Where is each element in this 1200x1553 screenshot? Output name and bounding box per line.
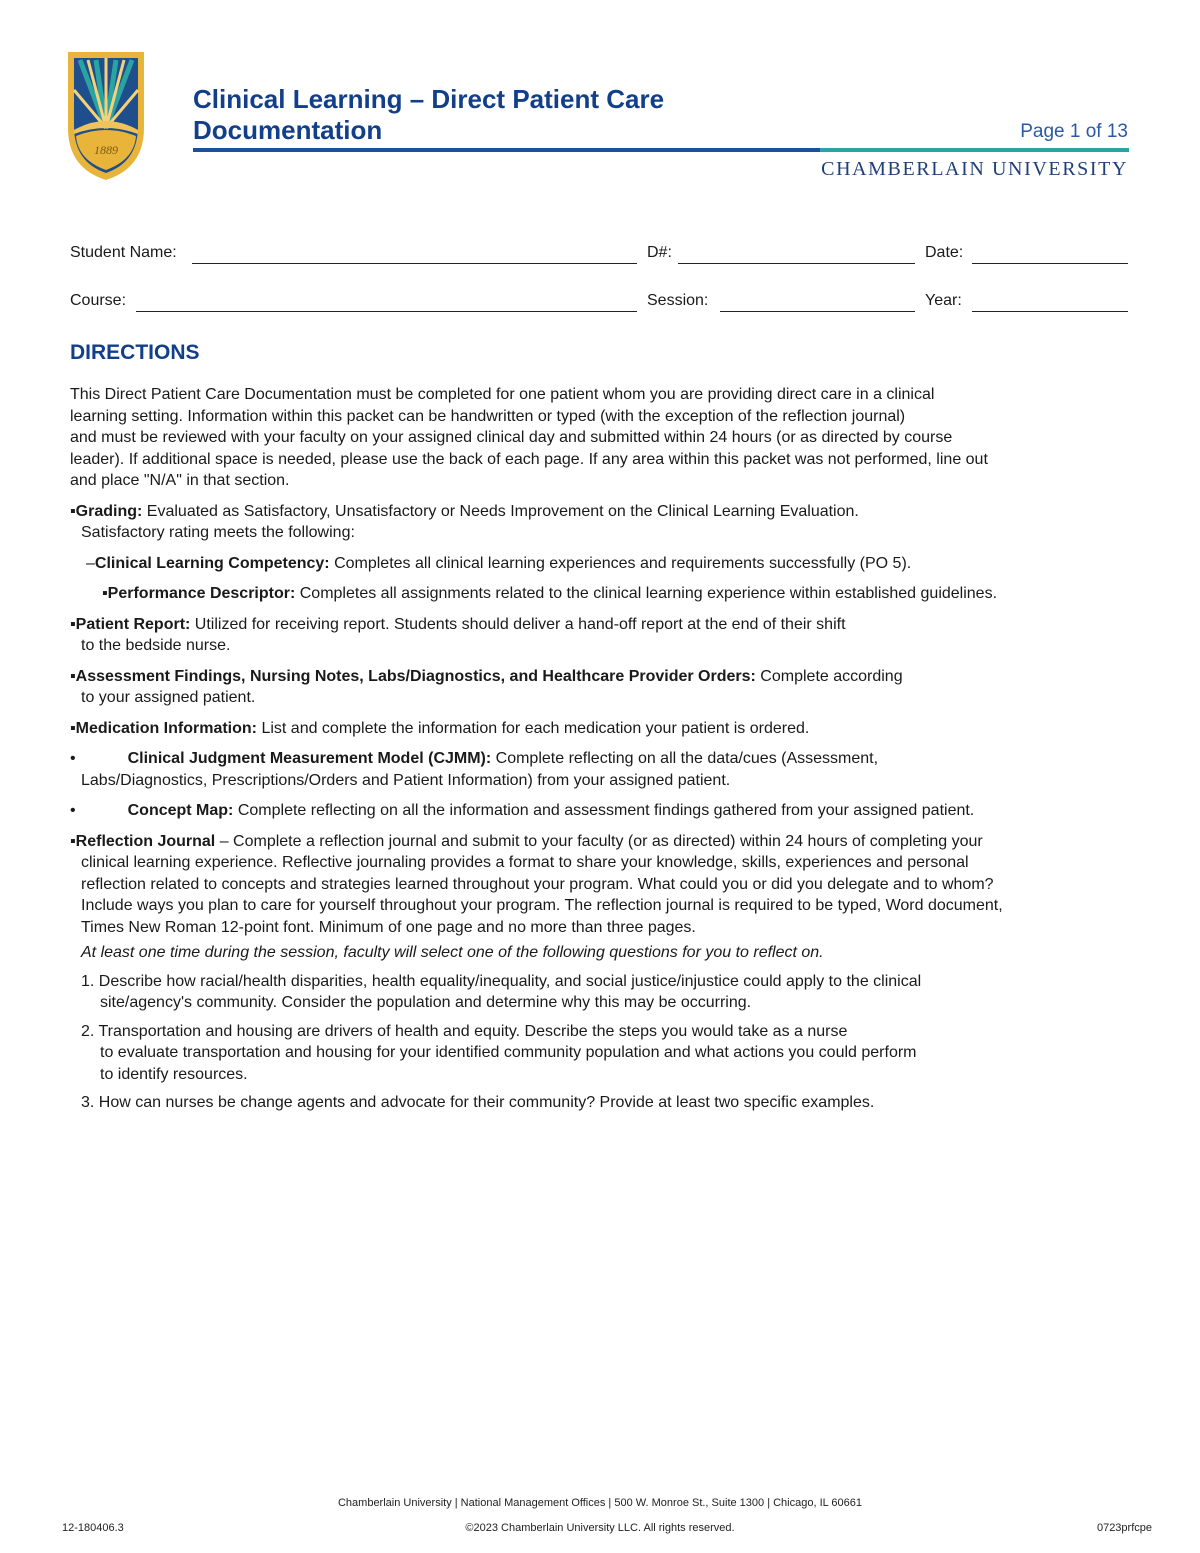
year-label: Year: (925, 292, 962, 309)
assessment-item-cont: to your assigned patient. (81, 689, 256, 706)
session-field[interactable] (720, 311, 915, 312)
course-label: Course: (70, 292, 127, 309)
header-rule-teal (820, 148, 1129, 152)
logo-year: 1889 (94, 143, 118, 157)
chamberlain-shield-logo (66, 50, 146, 182)
performance-label: Performance Descriptor: (107, 585, 296, 602)
medication-label: Medication Information: (75, 719, 257, 737)
session-label: Session: (647, 292, 709, 309)
cjmm-item: • Clinical Judgment Measurement Model (CJMM): Complete reflecting on all the data/cues (Assessment, (70, 750, 879, 767)
document-title (193, 84, 664, 146)
title-line-2: Documentation (193, 115, 383, 145)
d-number-field[interactable] (678, 263, 915, 264)
performance-item: ▪Performance Descriptor: Completes all assignments related to the clinical learning experience within established guidelines. (102, 585, 998, 602)
student-info-row (70, 244, 1130, 268)
intro-line: leader). If additional space is needed, please use the back of each page. If any area within this packet was not performed, line out (70, 450, 988, 468)
report-label: Patient Report: (75, 615, 191, 633)
university-wordmark: CHAMBERLAIN UNIVERSITY (821, 158, 1128, 180)
intro-line: and place "N/A" in that section. (70, 472, 290, 489)
concept-item: • Concept Map: Complete reflecting on all the information and assessment findings gathered from your assigned patient. (70, 802, 975, 819)
student-name-field[interactable] (192, 263, 637, 264)
footer-doc-code: 12-180406.3 (62, 1522, 124, 1534)
date-label: Date: (925, 244, 964, 261)
footer-revision: 0723prfcpe (1096, 1522, 1152, 1534)
competency-item: –Clinical Learning Competency: Completes all clinical learning experiences and requirements successfully (PO 5). (86, 554, 912, 572)
footer-address: Chamberlain University | National Management Offices | 500 W. Monroe St., Suite 1300 | Chicago, IL 60661 (337, 1497, 862, 1509)
cjmm-label: Clinical Judgment Measurement Model (CJMM): (127, 750, 492, 767)
question-2-cont: to identify resources. (100, 1065, 248, 1083)
question-1-cont: site/agency's community. Consider the population and determine why this may be occurring. (100, 994, 752, 1011)
student-name-label: Student Name: (70, 244, 177, 261)
question-2-cont: to evaluate transportation and housing for your identified community population and what actions you could perform (100, 1044, 917, 1061)
question-1: 1. Describe how racial/health disparities, health equality/inequality, and social justice/injustice could apply to the clinical (81, 972, 922, 990)
title-line-1: Clinical Learning – Direct Patient Care (193, 84, 665, 114)
date-field[interactable] (972, 263, 1128, 264)
intro-line: and must be reviewed with your faculty on your assigned clinical day and submitted within 24 hours (or as directed by course (70, 429, 953, 446)
intro-line: This Direct Patient Care Documentation must be completed for one patient whom you are providing direct care in a clinical (70, 386, 935, 403)
course-info-row (70, 292, 1130, 316)
grading-item: ▪Grading: Evaluated as Satisfactory, Unsatisfactory or Needs Improvement on the Clinical Learning Evaluation. (70, 502, 859, 520)
course-field[interactable] (136, 311, 637, 312)
footer-copyright: ©2023 Chamberlain University LLC. All rights reserved. (465, 1522, 735, 1534)
assessment-label: Assessment Findings, Nursing Notes, Labs/Diagnostics, and Healthcare Provider Orders: (75, 667, 756, 685)
report-item: ▪Patient Report: Utilized for receiving report. Students should deliver a hand-off report at the end of their shift (70, 615, 846, 633)
medication-item: ▪Medication Information: List and complete the information for each medication your patient is ordered. (70, 719, 810, 737)
grading-item-cont: Satisfactory rating meets the following: (81, 524, 355, 541)
grading-label: Grading: (75, 502, 143, 520)
journal-line: Times New Roman 12-point font. Minimum of one page and no more than three pages. (81, 918, 696, 936)
journal-line: reflection related to concepts and strategies learned throughout your program. What could you or did you delegate and to whom? (81, 875, 994, 893)
journal-line: Include ways you plan to care for yourself throughout your program. The reflection journal is required to be typed, Word document, (81, 897, 1003, 914)
page-indicator: Page 1 of 13 (1020, 121, 1128, 142)
header-rule-blue (193, 148, 820, 152)
year-field[interactable] (972, 311, 1128, 312)
journal-label: Reflection Journal (75, 832, 216, 850)
directions-body (70, 384, 1130, 1114)
directions-heading: DIRECTIONS (70, 341, 200, 364)
question-3: 3. How can nurses be change agents and advocate for their community? Provide at least two specific examples. (81, 1094, 875, 1111)
intro-line: learning setting. Information within this packet can be handwritten or typed (with the exception of the reflection journal) (70, 407, 906, 425)
concept-label: Concept Map: (127, 802, 234, 819)
question-2: 2. Transportation and housing are drivers of health and equity. Describe the steps you would take as a nurse (81, 1022, 848, 1040)
journal-item: ▪Reflection Journal – Complete a reflection journal and submit to your faculty (or as directed) within 24 hours of completing your (70, 832, 983, 850)
cjmm-item-cont: Labs/Diagnostics, Prescriptions/Orders and Patient Information) from your assigned patient. (81, 771, 731, 789)
d-number-label: D#: (647, 244, 672, 261)
competency-label: Clinical Learning Competency: (94, 554, 330, 572)
reflection-note: At least one time during the session, faculty will select one of the following questions for you to reflect on. (81, 944, 824, 961)
report-item-cont: to the bedside nurse. (81, 637, 231, 654)
journal-line: clinical learning experience. Reflective journaling provides a format to share your knowledge, skills, experiences and personal (81, 854, 969, 871)
assessment-item: ▪Assessment Findings, Nursing Notes, Labs/Diagnostics, and Healthcare Provider Orders: Complete according (70, 667, 903, 685)
